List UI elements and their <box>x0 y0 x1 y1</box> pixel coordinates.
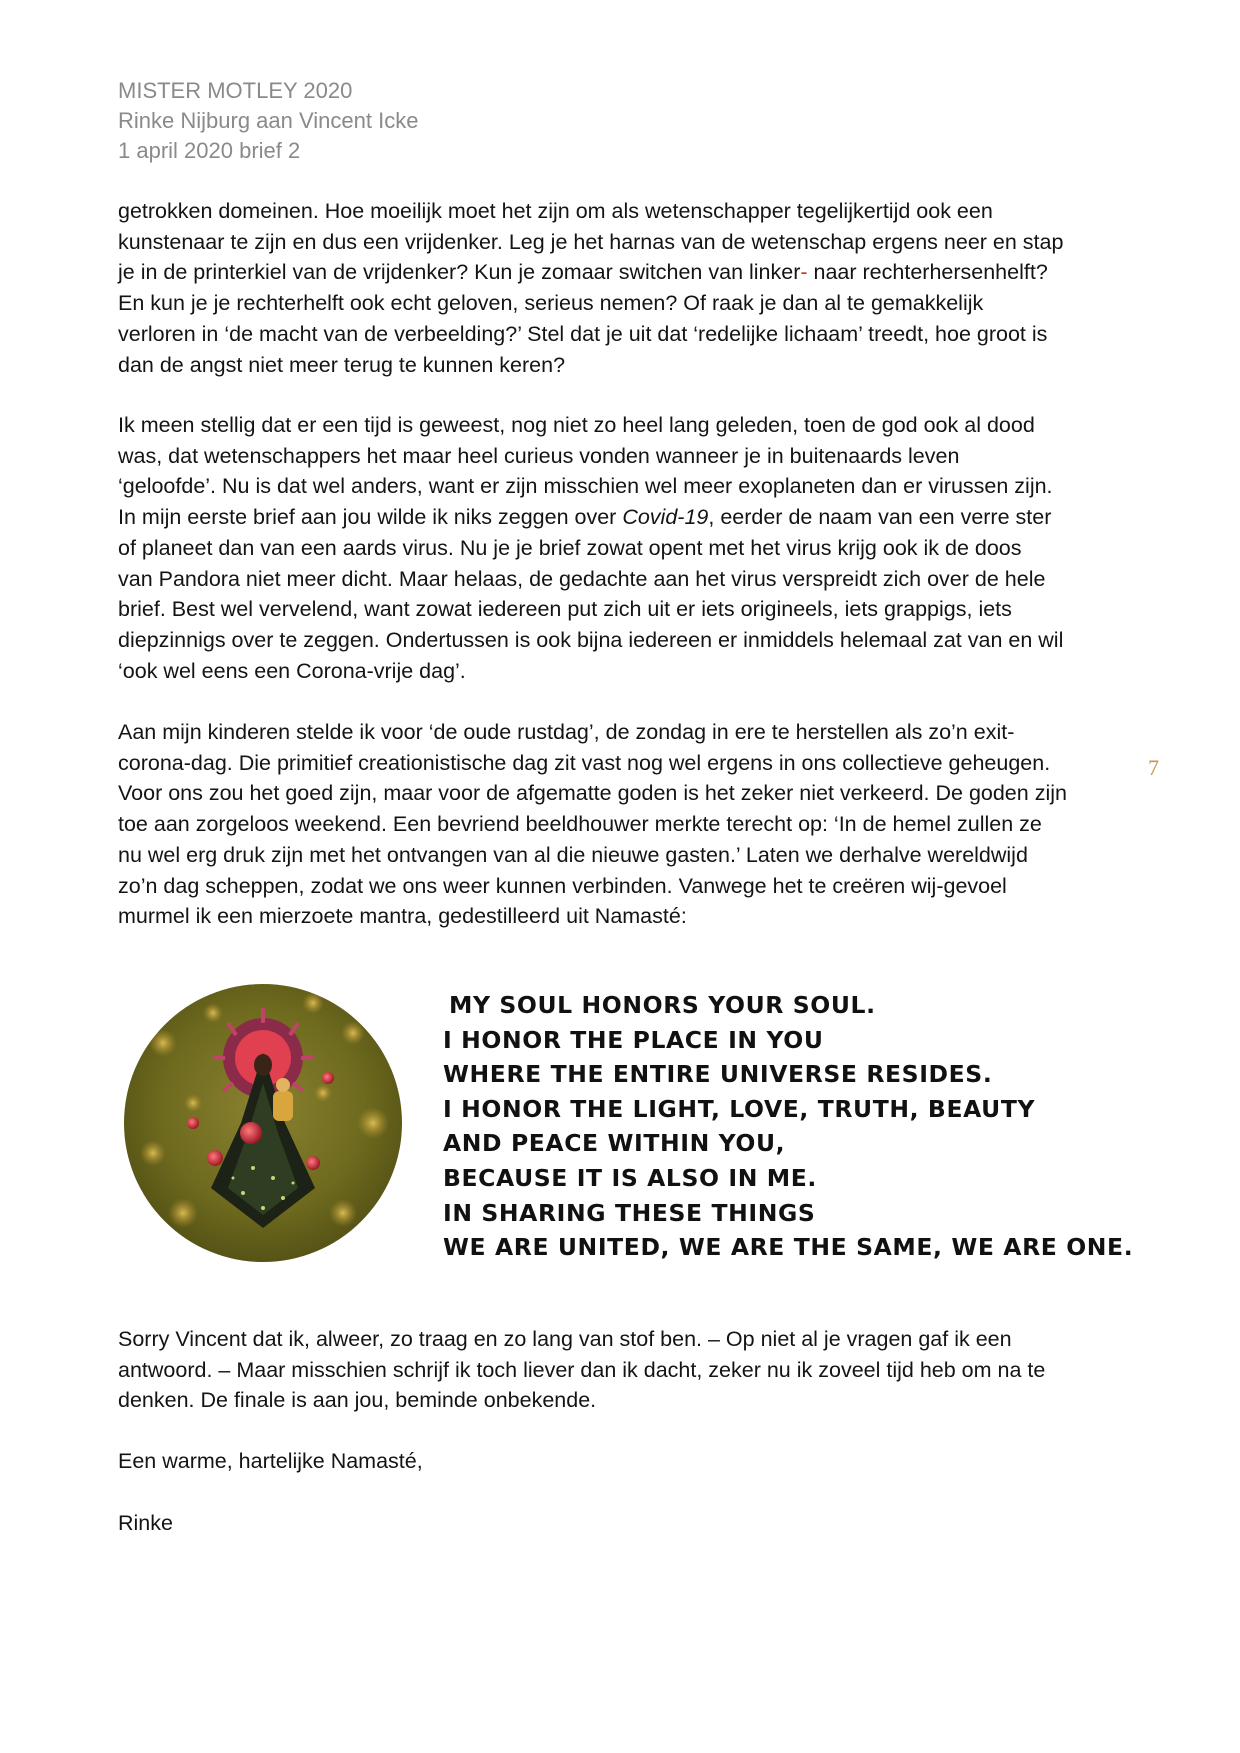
text-line: diepzinnigs over te zeggen. Ondertussen is ook bijna iedereen er inmiddels helemaal zat van en wil <box>118 627 1064 652</box>
signature: Rinke <box>118 1511 173 1535</box>
mantra-line: AND PEACE WITHIN YOU, <box>443 1129 786 1158</box>
text-line: of planeet dan van een aards virus. Nu je je brief zowat opent met het virus krijg ook ik de doos <box>118 535 1022 560</box>
text-segment: In mijn eerste brief aan jou wilde ik niks zeggen over <box>118 505 623 530</box>
text-line: corona-dag. Die primitief creationistische dag zit vast nog wel ergens in ons collectieve geheugen. <box>118 750 1051 775</box>
virus-madonna-illustration <box>123 983 403 1263</box>
text-line: dan de angst niet meer terug te kunnen keren? <box>118 352 566 377</box>
text-line: van Pandora niet meer dicht. Maar helaas, de gedachte aan het virus verspreidt zich over de hele <box>118 566 1046 591</box>
text-line: nu wel erg druk zijn met het ontvangen van al die nieuwe gasten.’ Laten we derhalve wereldwijd <box>118 842 1028 867</box>
text-line: Sorry Vincent dat ik, alweer, zo traag en zo lang van stof ben. – Op niet al je vragen gaf ik een <box>118 1327 1012 1351</box>
letter-date: 1 april 2020 brief 2 <box>118 138 301 163</box>
text-line: getrokken domeinen. Hoe moeilijk moet het zijn om als wetenschapper tegelijkertijd ook een <box>118 199 993 223</box>
mantra-line: IN SHARING THESE THINGS <box>443 1198 816 1227</box>
text-line <box>118 502 1138 533</box>
closing-line: Een warme, hartelijke Namasté, <box>118 1449 423 1473</box>
text-line: antwoord. – Maar misschien schrijf ik toch liever dan ik dacht, zeker nu ik zoveel tijd heb om na te <box>118 1357 1046 1382</box>
paragraph-4 <box>118 1324 1138 1416</box>
text-line: Voor ons zou het goed zijn, maar voor de afgematte goden is het zeker niet verkeerd. De goden zijn <box>118 781 1067 806</box>
text-line: was, dat wetenschappers het maar heel curieus vonden wanneer je in buitenaards leven <box>118 443 960 468</box>
letter-header <box>118 76 418 166</box>
text-line: murmel ik een mierzoete mantra, gedestilleerd uit Namasté: <box>118 904 687 929</box>
text-line: ‘ook wel eens een Corona-vrije dag’. <box>118 658 466 683</box>
text-segment: , eerder de naam van een verre ster <box>708 505 1052 530</box>
series-title: MISTER MOTLEY 2020 <box>118 78 353 103</box>
paragraph-3 <box>118 717 1138 932</box>
mantra-line: WE ARE UNITED, WE ARE THE SAME, WE ARE ONE. <box>443 1233 1134 1262</box>
text-segment: je in de printerkiel van de vrijdenker? Kun je zomaar switchen van linker <box>118 260 801 285</box>
mantra-line: WHERE THE ENTIRE UNIVERSE RESIDES. <box>443 1060 993 1089</box>
text-line: verloren in ‘de macht van de verbeelding?’ Stel dat je uit dat ‘redelijke lichaam’ treedt, hoe groot is <box>118 321 1048 346</box>
paragraph-1 <box>118 196 1138 380</box>
virus-madonna-image <box>123 983 403 1263</box>
mantra-line: BECAUSE IT IS ALSO IN ME. <box>443 1163 817 1192</box>
page-number: 7 <box>1148 755 1159 780</box>
text-line: toe aan zorgeloos weekend. Een bevriend beeldhouwer merkte terecht op: ‘In de hemel zullen ze <box>118 812 1042 837</box>
mantra-line: MY SOUL HONORS YOUR SOUL. <box>449 991 876 1019</box>
text-line: Ik meen stellig dat er een tijd is geweest, nog niet zo heel lang geleden, toen de god ook al dood <box>118 413 1035 437</box>
text-line: En kun je je rechterhelft ook echt geloven, serieus nemen? Of raak je dan al te gemakkelijk <box>118 291 984 316</box>
text-line: brief. Best wel vervelend, want zowat iedereen put zich uit er iets origineels, iets grappigs, iets <box>118 597 1012 622</box>
text-line: zo’n dag scheppen, zodat we ons weer kunnen verbinden. Vanwege het te creëren wij-gevoel <box>118 873 1007 898</box>
text-line: ‘geloofde’. Nu is dat wel anders, want er zijn misschien wel meer exoplaneten dan er virussen zijn. <box>118 474 1053 499</box>
text-line <box>118 257 1138 288</box>
text-segment: naar rechterhersenhelft? <box>807 260 1048 285</box>
mantra-line: I HONOR THE PLACE IN YOU <box>443 1025 824 1054</box>
paragraph-2 <box>118 410 1138 686</box>
mantra-line: I HONOR THE LIGHT, LOVE, TRUTH, BEAUTY <box>443 1094 1036 1123</box>
italic-term: Covid-19 <box>622 505 709 530</box>
correspondents: Rinke Nijburg aan Vincent Icke <box>118 108 419 133</box>
namaste-mantra <box>443 988 1133 1265</box>
hyphen-accent: - <box>800 260 808 285</box>
text-line: kunstenaar te zijn en dus een vrijdenker. Leg je het harnas van de wetenschap ergens neer en stap <box>118 229 1064 254</box>
text-line: Aan mijn kinderen stelde ik voor ‘de oude rustdag’, de zondag in ere te herstellen als zo’n exit- <box>118 720 1015 744</box>
text-line: denken. De finale is aan jou, beminde onbekende. <box>118 1388 597 1413</box>
